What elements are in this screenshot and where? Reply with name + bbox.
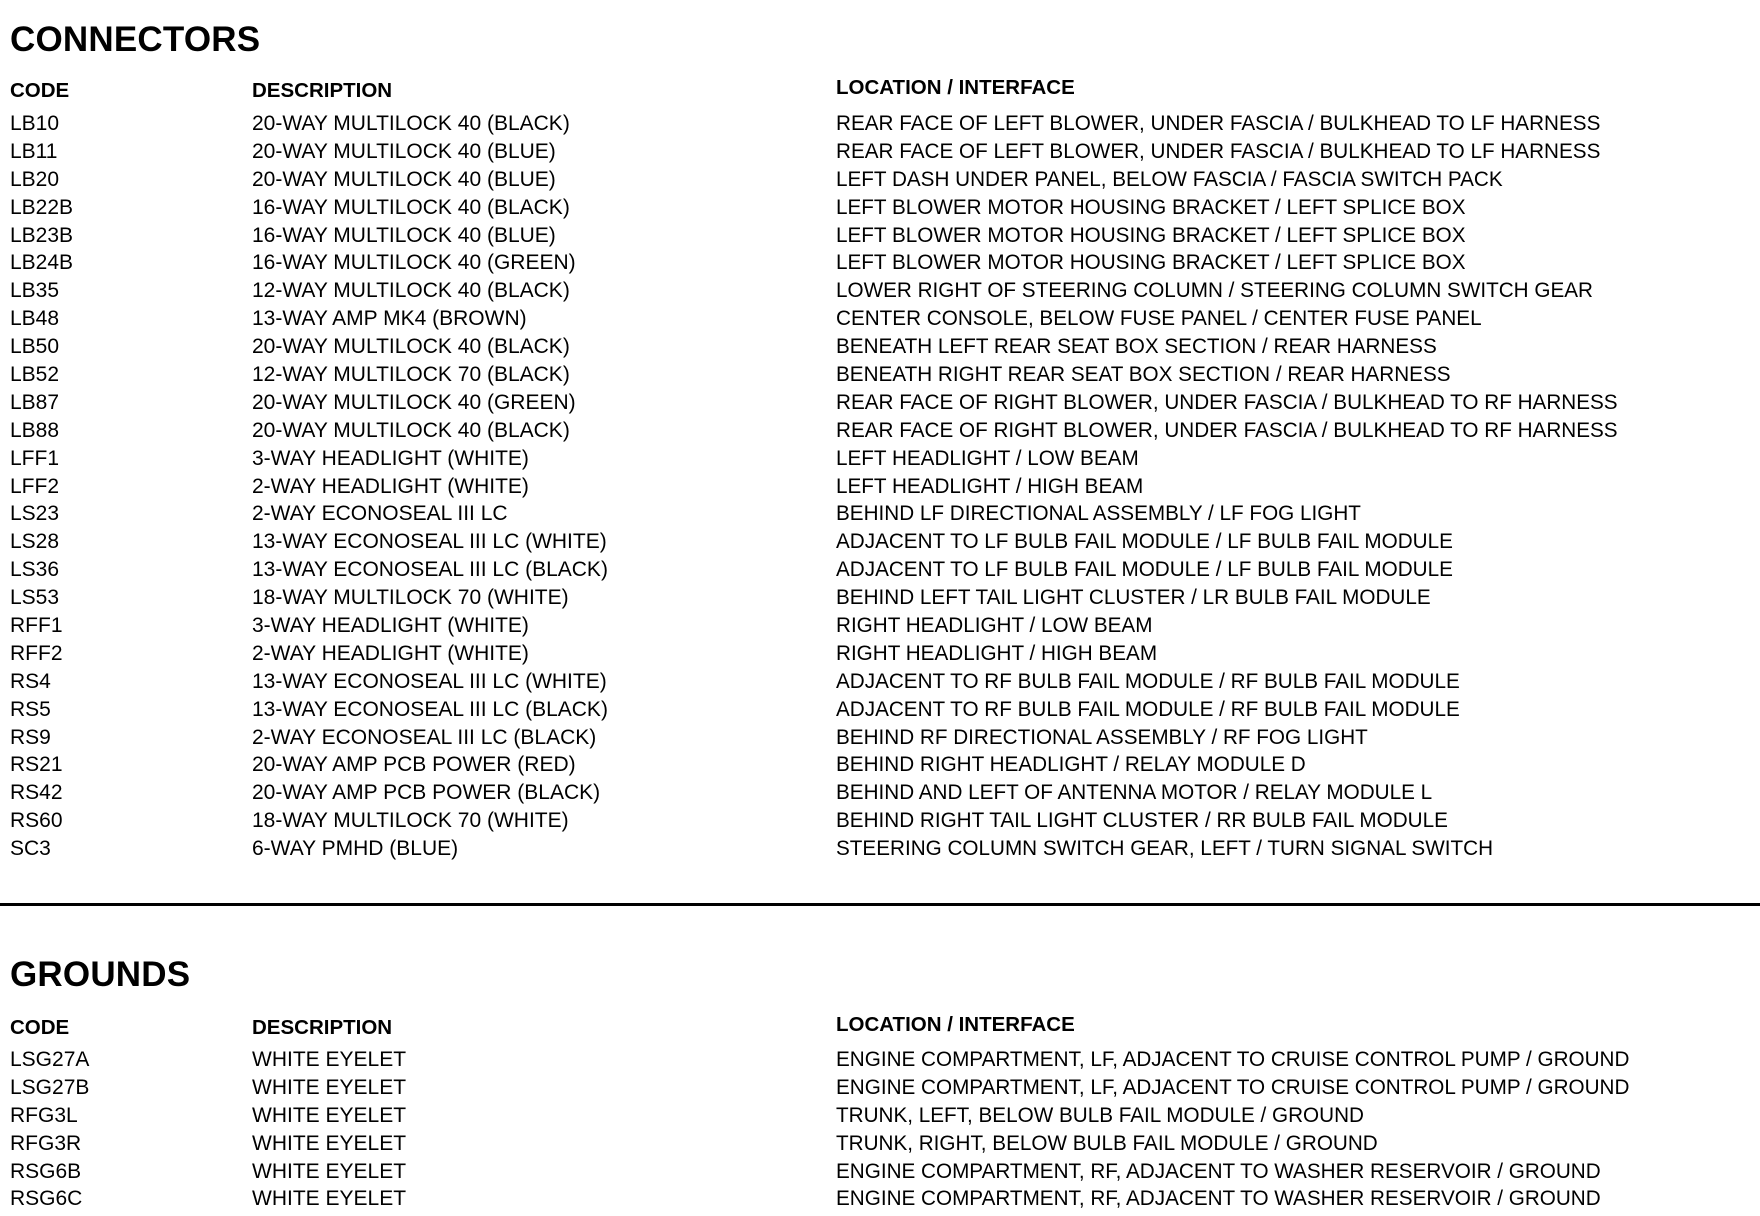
code-cell: LS23 xyxy=(10,502,60,526)
description-cell: 6-WAY PMHD (BLUE) xyxy=(252,837,459,861)
description-cell: 2-WAY ECONOSEAL III LC (BLACK) xyxy=(252,725,597,749)
location-cell: LEFT HEADLIGHT / HIGH BEAM xyxy=(836,474,1144,498)
description-cell: 3-WAY HEADLIGHT (WHITE) xyxy=(252,614,529,638)
description-cell: 13-WAY ECONOSEAL III LC (BLACK) xyxy=(252,558,608,582)
location-cell: ENGINE COMPARTMENT, LF, ADJACENT TO CRUISE CONTROL PUMP / GROUND xyxy=(836,1075,1630,1099)
code-cell: LSG27A xyxy=(10,1048,90,1071)
location-cell: BEHIND LEFT TAIL LIGHT CLUSTER / LR BULB FAIL MODULE xyxy=(836,586,1431,610)
code-cell: LB48 xyxy=(10,307,60,331)
description-cell: WHITE EYELET xyxy=(252,1048,407,1071)
location-cell: ENGINE COMPARTMENT, LF, ADJACENT TO CRUISE CONTROL PUMP / GROUND xyxy=(836,1048,1630,1071)
location-cell: RIGHT HEADLIGHT / HIGH BEAM xyxy=(836,641,1158,665)
table-row xyxy=(0,779,1760,807)
table-row xyxy=(0,556,1760,584)
grounds-title: GROUNDS xyxy=(10,955,191,994)
location-cell: REAR FACE OF RIGHT BLOWER, UNDER FASCIA / BULKHEAD TO RF HARNESS xyxy=(836,390,1618,414)
table-row xyxy=(0,1185,1760,1213)
code-cell: RS42 xyxy=(10,781,63,805)
table-row xyxy=(0,1074,1760,1102)
code-cell: RS60 xyxy=(10,809,63,833)
connectors-header-code: CODE xyxy=(10,79,70,102)
code-cell: LB87 xyxy=(10,390,60,414)
table-row xyxy=(0,1130,1760,1158)
code-cell: LB88 xyxy=(10,418,60,442)
section-divider xyxy=(0,903,1760,906)
table-row xyxy=(0,305,1760,333)
description-cell: WHITE EYELET xyxy=(252,1131,407,1155)
code-cell: LS53 xyxy=(10,586,60,610)
table-row xyxy=(0,277,1760,305)
code-cell: LB50 xyxy=(10,335,60,359)
code-cell: LSG27B xyxy=(10,1075,90,1099)
code-cell: SC3 xyxy=(10,837,51,861)
description-cell: 2-WAY HEADLIGHT (WHITE) xyxy=(252,641,529,665)
table-row xyxy=(0,194,1760,222)
location-cell: ADJACENT TO LF BULB FAIL MODULE / LF BULB FAIL MODULE xyxy=(836,558,1453,582)
table-row xyxy=(0,751,1760,779)
code-cell: LB52 xyxy=(10,363,60,387)
table-row xyxy=(0,584,1760,612)
description-cell: 16-WAY MULTILOCK 40 (BLACK) xyxy=(252,195,570,219)
description-cell: 18-WAY MULTILOCK 70 (WHITE) xyxy=(252,809,569,833)
location-cell: RIGHT HEADLIGHT / LOW BEAM xyxy=(836,614,1153,638)
description-cell: 12-WAY MULTILOCK 40 (BLACK) xyxy=(252,279,570,303)
description-cell: 2-WAY ECONOSEAL III LC xyxy=(252,502,508,526)
table-row xyxy=(0,166,1760,194)
description-cell: 2-WAY HEADLIGHT (WHITE) xyxy=(252,474,529,498)
location-cell: BEHIND AND LEFT OF ANTENNA MOTOR / RELAY MODULE L xyxy=(836,781,1433,805)
description-cell: 16-WAY MULTILOCK 40 (BLUE) xyxy=(252,223,556,247)
code-cell: LB20 xyxy=(10,167,60,191)
description-cell: WHITE EYELET xyxy=(252,1187,407,1211)
code-cell: LS36 xyxy=(10,558,60,582)
description-cell: 20-WAY MULTILOCK 40 (BLUE) xyxy=(252,139,556,163)
code-cell: LB23B xyxy=(10,223,74,247)
table-row xyxy=(0,417,1760,445)
description-cell: WHITE EYELET xyxy=(252,1075,407,1099)
location-cell: ADJACENT TO RF BULB FAIL MODULE / RF BULB FAIL MODULE xyxy=(836,697,1460,721)
grounds-header-description: DESCRIPTION xyxy=(252,1016,393,1039)
code-cell: RFF1 xyxy=(10,614,63,638)
description-cell: 20-WAY MULTILOCK 40 (BLACK) xyxy=(252,112,570,135)
description-cell: 13-WAY ECONOSEAL III LC (WHITE) xyxy=(252,669,607,693)
description-cell: 20-WAY AMP PCB POWER (RED) xyxy=(252,753,576,777)
description-cell: 13-WAY AMP MK4 (BROWN) xyxy=(252,307,527,331)
grounds-table-body xyxy=(0,1046,1760,1213)
location-cell: LEFT BLOWER MOTOR HOUSING BRACKET / LEFT SPLICE BOX xyxy=(836,251,1466,275)
location-cell: REAR FACE OF LEFT BLOWER, UNDER FASCIA / BULKHEAD TO LF HARNESS xyxy=(836,139,1601,163)
table-row xyxy=(0,807,1760,835)
table-row xyxy=(0,724,1760,752)
location-cell: STEERING COLUMN SWITCH GEAR, LEFT / TURN SIGNAL SWITCH xyxy=(836,837,1494,861)
location-cell: LOWER RIGHT OF STEERING COLUMN / STEERING COLUMN SWITCH GEAR xyxy=(836,279,1593,303)
location-cell: TRUNK, RIGHT, BELOW BULB FAIL MODULE / GROUND xyxy=(836,1131,1378,1155)
grounds-header-code: CODE xyxy=(10,1016,70,1039)
code-cell: RS9 xyxy=(10,725,51,749)
table-row xyxy=(0,640,1760,668)
code-cell: LB11 xyxy=(10,139,58,163)
code-cell: LB22B xyxy=(10,195,74,219)
location-cell: BEHIND RF DIRECTIONAL ASSEMBLY / RF FOG LIGHT xyxy=(836,725,1368,749)
table-row xyxy=(0,500,1760,528)
location-cell: LEFT DASH UNDER PANEL, BELOW FASCIA / FASCIA SWITCH PACK xyxy=(836,167,1503,191)
table-row xyxy=(0,333,1760,361)
description-cell: 20-WAY MULTILOCK 40 (BLACK) xyxy=(252,418,570,442)
table-row xyxy=(0,1158,1760,1186)
description-cell: 16-WAY MULTILOCK 40 (GREEN) xyxy=(252,251,576,275)
location-cell: BEHIND RIGHT TAIL LIGHT CLUSTER / RR BULB FAIL MODULE xyxy=(836,809,1448,833)
location-cell: LEFT BLOWER MOTOR HOUSING BRACKET / LEFT SPLICE BOX xyxy=(836,223,1466,247)
description-cell: 20-WAY MULTILOCK 40 (BLUE) xyxy=(252,167,556,191)
table-row xyxy=(0,696,1760,724)
description-cell: 18-WAY MULTILOCK 70 (WHITE) xyxy=(252,586,569,610)
table-row xyxy=(0,138,1760,166)
code-cell: RFF2 xyxy=(10,641,63,665)
connectors-header-description: DESCRIPTION xyxy=(252,79,393,102)
code-cell: LFF1 xyxy=(10,446,60,470)
table-row xyxy=(0,612,1760,640)
table-row xyxy=(0,1102,1760,1130)
table-row xyxy=(0,835,1760,863)
code-cell: RS21 xyxy=(10,753,63,777)
description-cell: 20-WAY AMP PCB POWER (BLACK) xyxy=(252,781,601,805)
code-cell: LFF2 xyxy=(10,474,60,498)
table-row xyxy=(0,1046,1760,1074)
location-cell: REAR FACE OF LEFT BLOWER, UNDER FASCIA / BULKHEAD TO LF HARNESS xyxy=(836,112,1601,135)
grounds-header-location: LOCATION / INTERFACE xyxy=(836,1013,1075,1036)
location-cell: TRUNK, LEFT, BELOW BULB FAIL MODULE / GROUND xyxy=(836,1103,1364,1127)
location-cell: REAR FACE OF RIGHT BLOWER, UNDER FASCIA / BULKHEAD TO RF HARNESS xyxy=(836,418,1618,442)
code-cell: RSG6C xyxy=(10,1187,83,1211)
connectors-title: CONNECTORS xyxy=(10,20,261,59)
code-cell: RFG3L xyxy=(10,1103,78,1127)
table-row xyxy=(0,389,1760,417)
description-cell: 3-WAY HEADLIGHT (WHITE) xyxy=(252,446,529,470)
description-cell: 13-WAY ECONOSEAL III LC (BLACK) xyxy=(252,697,608,721)
table-row xyxy=(0,110,1760,138)
location-cell: ADJACENT TO LF BULB FAIL MODULE / LF BULB FAIL MODULE xyxy=(836,530,1453,554)
description-cell: 20-WAY MULTILOCK 40 (GREEN) xyxy=(252,390,576,414)
location-cell: ENGINE COMPARTMENT, RF, ADJACENT TO WASHER RESERVOIR / GROUND xyxy=(836,1159,1601,1183)
code-cell: LB10 xyxy=(10,112,60,135)
connectors-table-body xyxy=(0,110,1760,863)
location-cell: ADJACENT TO RF BULB FAIL MODULE / RF BULB FAIL MODULE xyxy=(836,669,1460,693)
description-cell: 12-WAY MULTILOCK 70 (BLACK) xyxy=(252,363,570,387)
location-cell: BEHIND RIGHT HEADLIGHT / RELAY MODULE D xyxy=(836,753,1306,777)
code-cell: RSG6B xyxy=(10,1159,82,1183)
code-cell: RS4 xyxy=(10,669,51,693)
code-cell: RFG3R xyxy=(10,1131,82,1155)
description-cell: WHITE EYELET xyxy=(252,1103,407,1127)
code-cell: RS5 xyxy=(10,697,51,721)
code-cell: LB24B xyxy=(10,251,74,275)
location-cell: BENEATH RIGHT REAR SEAT BOX SECTION / REAR HARNESS xyxy=(836,363,1451,387)
connectors-header-location: LOCATION / INTERFACE xyxy=(836,76,1075,99)
location-cell: BEHIND LF DIRECTIONAL ASSEMBLY / LF FOG LIGHT xyxy=(836,502,1361,526)
code-cell: LB35 xyxy=(10,279,60,303)
location-cell: LEFT HEADLIGHT / LOW BEAM xyxy=(836,446,1139,470)
location-cell: BENEATH LEFT REAR SEAT BOX SECTION / REAR HARNESS xyxy=(836,335,1437,359)
location-cell: CENTER CONSOLE, BELOW FUSE PANEL / CENTER FUSE PANEL xyxy=(836,307,1482,331)
table-row xyxy=(0,473,1760,501)
code-cell: LS28 xyxy=(10,530,60,554)
table-row xyxy=(0,668,1760,696)
table-row xyxy=(0,249,1760,277)
table-row xyxy=(0,361,1760,389)
description-cell: 13-WAY ECONOSEAL III LC (WHITE) xyxy=(252,530,607,554)
table-row xyxy=(0,528,1760,556)
table-row xyxy=(0,445,1760,473)
table-row xyxy=(0,222,1760,250)
location-cell: ENGINE COMPARTMENT, RF, ADJACENT TO WASHER RESERVOIR / GROUND xyxy=(836,1187,1601,1211)
location-cell: LEFT BLOWER MOTOR HOUSING BRACKET / LEFT SPLICE BOX xyxy=(836,195,1466,219)
description-cell: 20-WAY MULTILOCK 40 (BLACK) xyxy=(252,335,570,359)
description-cell: WHITE EYELET xyxy=(252,1159,407,1183)
